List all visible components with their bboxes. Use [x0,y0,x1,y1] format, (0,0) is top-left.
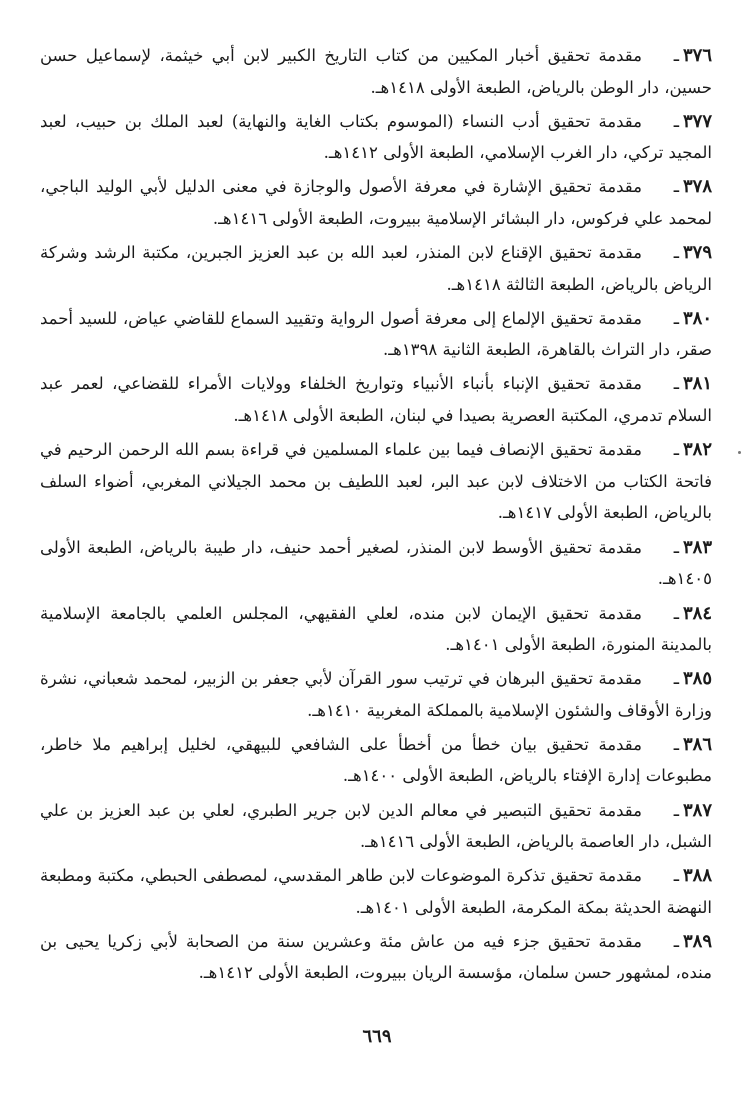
entry-number: ٣٧٦ـ [673,45,712,66]
bibliography-entry [40,171,712,234]
bibliography-entry [40,368,712,431]
entry-number: ٣٧٧ـ [673,110,712,132]
entry-text: مقدمة تحقيق جزء فيه من عاش مئة وعشرين سنة من الصحابة لأبي زكريا يحيى بن منده، لمشهور حسن سلمان، مؤسسة الريان ببيروت، الطبعة الأولى ١٤١٢هـ. [40,931,712,983]
entry-number: ٣٨١ـ [673,373,712,395]
bibliography-entry [40,598,712,661]
entry-number: ٣٧٩ـ [673,242,712,264]
entry-text: مقدمة تحقيق الإشارة في معرفة الأصول والوجازة في معنى الدليل لأبي الوليد الباجي، لمحمد علي فركوس، دار البشائر الإسلامية ببيروت، الطبعة الأولى ١٤١٦هـ. [40,177,712,228]
entry-text: مقدمة تحقيق الأوسط لابن المنذر، لصغير أحمد حنيف، دار طيبة بالرياض، الطبعة الأولى ١٤٠٥هـ. [40,537,712,589]
entry-number: ٣٨٨ـ [673,865,712,887]
bibliography-entry [40,532,712,595]
entry-text: مقدمة تحقيق تذكرة الموضوعات لابن طاهر المقدسي، لمصطفى الحبطي، مكتبة ومطبعة النهضة الحديثة بمكة المكرمة، الطبعة الأولى ١٤٠١هـ. [40,866,712,917]
entry-text: مقدمة تحقيق الإقناع لابن المنذر، لعبد الله بن عبد العزيز الجبرين، مكتبة الرشد وشركة الرياض بالرياض، الطبعة الثالثة ١٤١٨هـ. [40,243,712,294]
bibliography-entry [40,40,712,103]
scan-speck [738,451,741,454]
bibliography-entry [40,795,712,858]
entry-text: مقدمة تحقيق البرهان في ترتيب سور القرآن لأبي جعفر بن الزبير، لمحمد شعباني، نشرة وزارة الأوقاف والشئون الإسلامية بالمملكة المغربية ١٤١٠هـ. [40,669,712,720]
entry-text: مقدمة تحقيق التبصير في معالم الدين لابن جرير الطبري، لعلي بن عبد العزيز بن علي الشبل، دار العاصمة بالرياض، الطبعة الأولى ١٤١٦هـ. [40,800,712,852]
entry-number: ٣٨٠ـ [673,307,712,329]
bibliography-entry [40,237,712,300]
entry-number: ٣٨٦ـ [673,733,712,755]
bibliography-entry [40,106,712,169]
page-number: ٦٦٩ [362,1026,392,1047]
entry-number: ٣٨٧ـ [673,799,712,821]
entry-number: ٣٧٨ـ [673,176,712,198]
entry-text: مقدمة تحقيق الإنصاف فيما بين علماء المسلمين في قراءة بسم الله الرحمن الرحيم في فاتحة الكتاب من الاختلاف لابن عبد البر، لعبد اللطيف بن محمد الجيلاني المغربي، أضواء السلف بالرياض، الطبعة الأولى ١٤١٧هـ. [40,440,712,523]
entry-number: ٣٨٩ـ [673,930,712,952]
entry-number: ٣٨٣ـ [673,536,712,558]
entry-number: ٣٨٥ـ [673,668,712,690]
bibliography-entry [40,729,712,792]
entry-text: مقدمة تحقيق الإنباء بأنباء الأنبياء وتواريخ الخلفاء وولايات الأمراء للقضاعي، لعمر عبد السلام تدمري، المكتبة العصرية بصيدا في لبنان، الطبعة الأولى ١٤١٨هـ. [40,374,712,425]
entry-number: ٣٨٤ـ [673,602,712,624]
entry-text: مقدمة تحقيق أدب النساء (الموسوم بكتاب الغاية والنهاية) لعبد الملك بن حبيب، لعبد المجيد تركي، دار الغرب الإسلامي، الطبعة الأولى ١٤١٢هـ. [40,111,712,163]
entry-text: مقدمة تحقيق الإيمان لابن منده، لعلي الفقيهي، المجلس العلمي بالجامعة الإسلامية بالمدينة المنورة، الطبعة الأولى ١٤٠١هـ. [40,603,712,654]
bibliography-entry [40,303,712,366]
bibliography-entry [40,434,712,529]
entry-number: ٣٨٢ـ [673,439,712,461]
bibliography-entry [40,663,712,726]
bibliography-entry [40,926,712,989]
entry-text: مقدمة تحقيق الإلماع إلى معرفة أصول الرواية وتقييد السماع للقاضي عياض، للسيد أحمد صقر، دار التراث بالقاهرة، الطبعة الثانية ١٣٩٨هـ. [40,308,712,360]
entry-text: مقدمة تحقيق بيان خطأ من أخطأ على الشافعي للبيهقي، لخليل إبراهيم ملا خاطر، مطبوعات إدارة الإفتاء بالرياض، الطبعة الأولى ١٤٠٠هـ. [40,734,712,786]
bibliography-entry [40,860,712,923]
bibliography-list [40,40,712,992]
entry-text: مقدمة تحقيق أخبار المكيين من كتاب التاريخ الكبير لابن أبي خيثمة، لإسماعيل حسن حسين، دار الوطن بالرياض، الطبعة الأولى ١٤١٨هـ. [40,46,712,97]
